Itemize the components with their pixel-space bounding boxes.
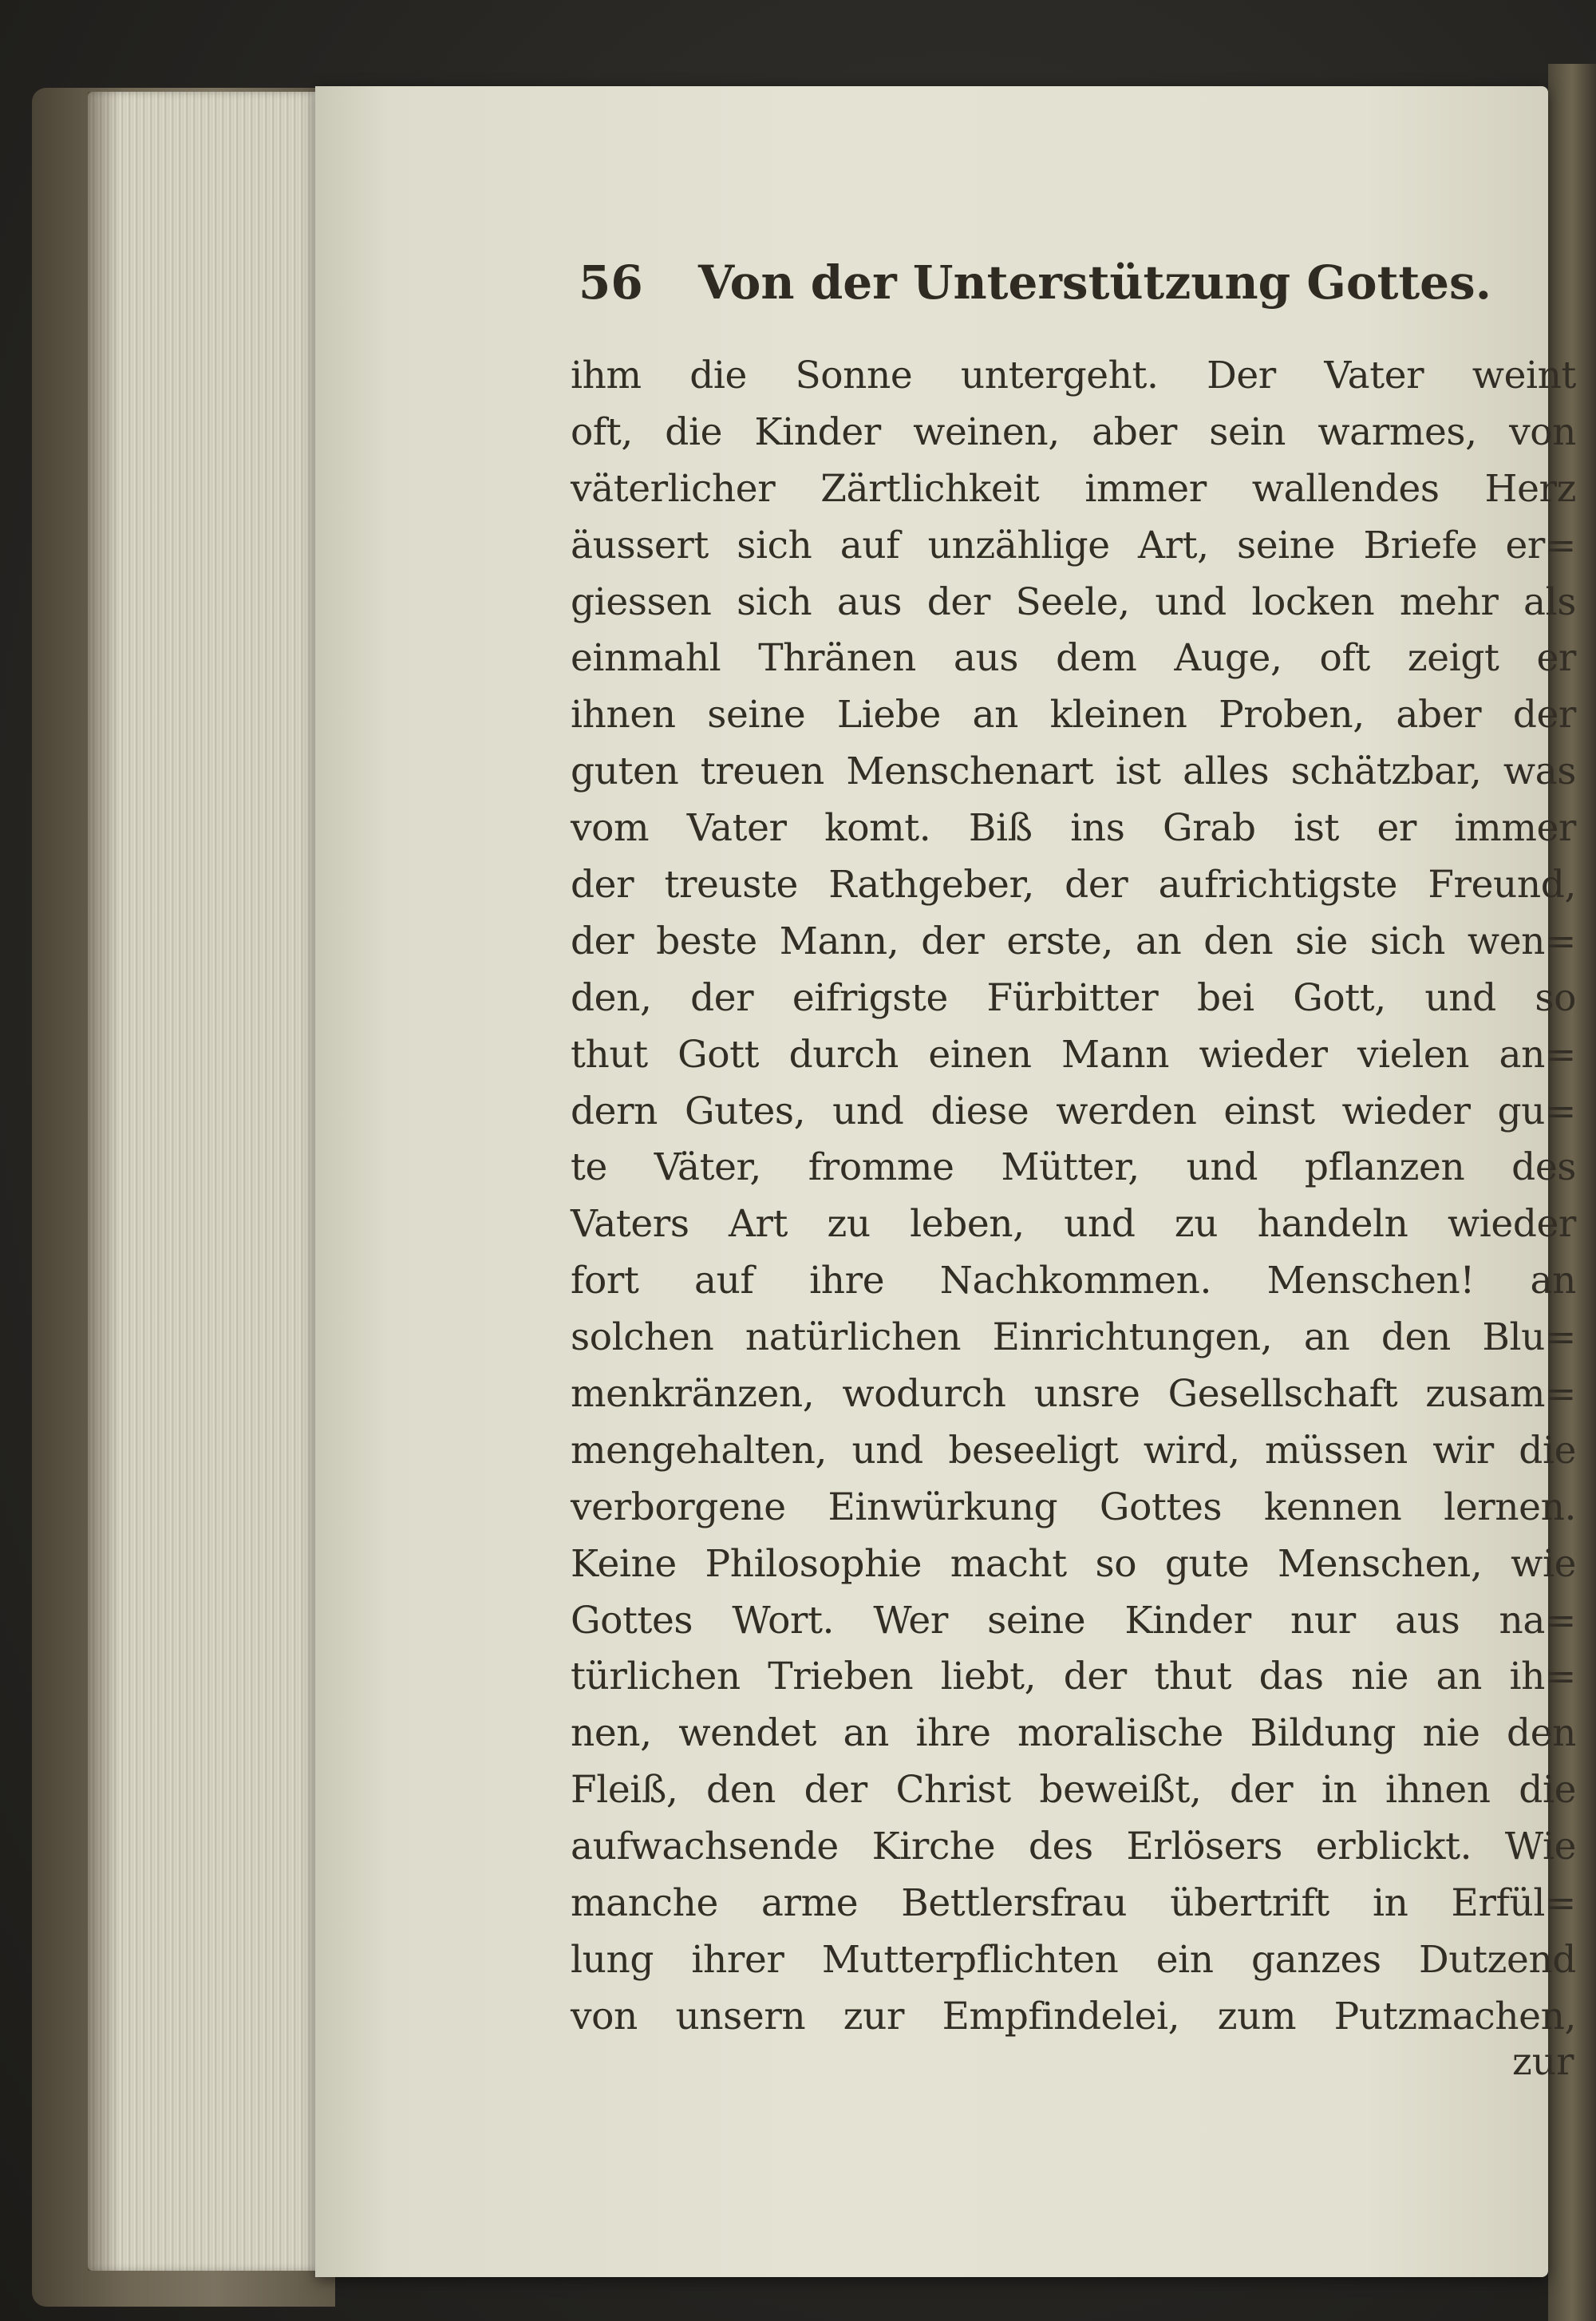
text-line: dern Gutes, und diese werden einst wieder gu= — [571, 1089, 1576, 1133]
text-line: türlichen Trieben liebt, der thut das nie an ih= — [571, 1655, 1576, 1699]
text-line: einmahl Thränen aus dem Auge, oft zeigt er — [571, 636, 1576, 681]
text-line: mengehalten, und beseeligt wird, müssen wir die — [571, 1428, 1576, 1473]
page-stack-edges — [88, 92, 327, 2271]
text-line: aufwachsende Kirche des Erlösers erblickt. Wie — [571, 1825, 1576, 1869]
text-line: ihnen seine Liebe an kleinen Proben, aber der — [571, 693, 1576, 737]
text-line: guten treuen Menschenart ist alles schätzbar, was — [571, 749, 1576, 794]
text-line: verborgene Einwürkung Gottes kennen lernen. — [571, 1485, 1576, 1529]
text-line: solchen natürlichen Einrichtungen, an den Blu= — [571, 1315, 1576, 1360]
text-line: te Väter, fromme Mütter, und pflanzen des — [571, 1145, 1576, 1190]
text-line: thut Gott durch einen Mann wieder vielen an= — [571, 1032, 1576, 1077]
text-line: nen, wendet an ihre moralische Bildung nie den — [571, 1711, 1576, 1756]
text-line: äussert sich auf unzählige Art, seine Briefe er= — [571, 523, 1576, 567]
running-title: Von der Unterstützung Gottes. — [698, 255, 1491, 310]
body-text — [571, 348, 1576, 2046]
text-line: der treuste Rathgeber, der aufrichtigste Freund, — [571, 863, 1576, 907]
text-line: menkränzen, wodurch unsre Gesellschaft zusam= — [571, 1372, 1576, 1417]
text-line: vom Vater komt. Biß ins Grab ist er immer — [571, 806, 1576, 851]
text-line: fort auf ihre Nachkommen. Menschen! an — [571, 1259, 1576, 1303]
text-line: väterlicher Zärtlichkeit immer wallendes Herz — [571, 466, 1576, 511]
text-line: manche arme Bettlersfrau übertrift in Erfül= — [571, 1881, 1576, 1926]
text-line: ihm die Sonne untergeht. Der Vater weint — [571, 354, 1576, 397]
book-page — [315, 86, 1576, 2277]
text-line: von unsern zur Empfindelei, zum Putzmachen, — [571, 1994, 1576, 2038]
page-number: 56 — [579, 255, 643, 310]
text-line: Keine Philosophie macht so gute Menschen, wie — [571, 1541, 1576, 1586]
text-line: lung ihrer Mutterpflichten ein ganzes Dutzend — [571, 1937, 1576, 1982]
catchword: zur — [1512, 2040, 1574, 2084]
text-line: Fleiß, den der Christ beweißt, der in ihnen die — [571, 1768, 1576, 1813]
page-header — [579, 255, 1536, 310]
text-line: den, der eifrigste Fürbitter bei Gott, und so — [571, 975, 1576, 1020]
text-line: der beste Mann, der erste, an den sie sich wen= — [571, 919, 1576, 963]
text-line: giessen sich aus der Seele, und locken mehr als — [571, 579, 1576, 624]
text-line: Gottes Wort. Wer seine Kinder nur aus na= — [571, 1598, 1576, 1643]
text-line: oft, die Kinder weinen, aber sein warmes, von — [571, 409, 1576, 454]
text-line: Vaters Art zu leben, und zu handeln wieder — [571, 1202, 1576, 1247]
